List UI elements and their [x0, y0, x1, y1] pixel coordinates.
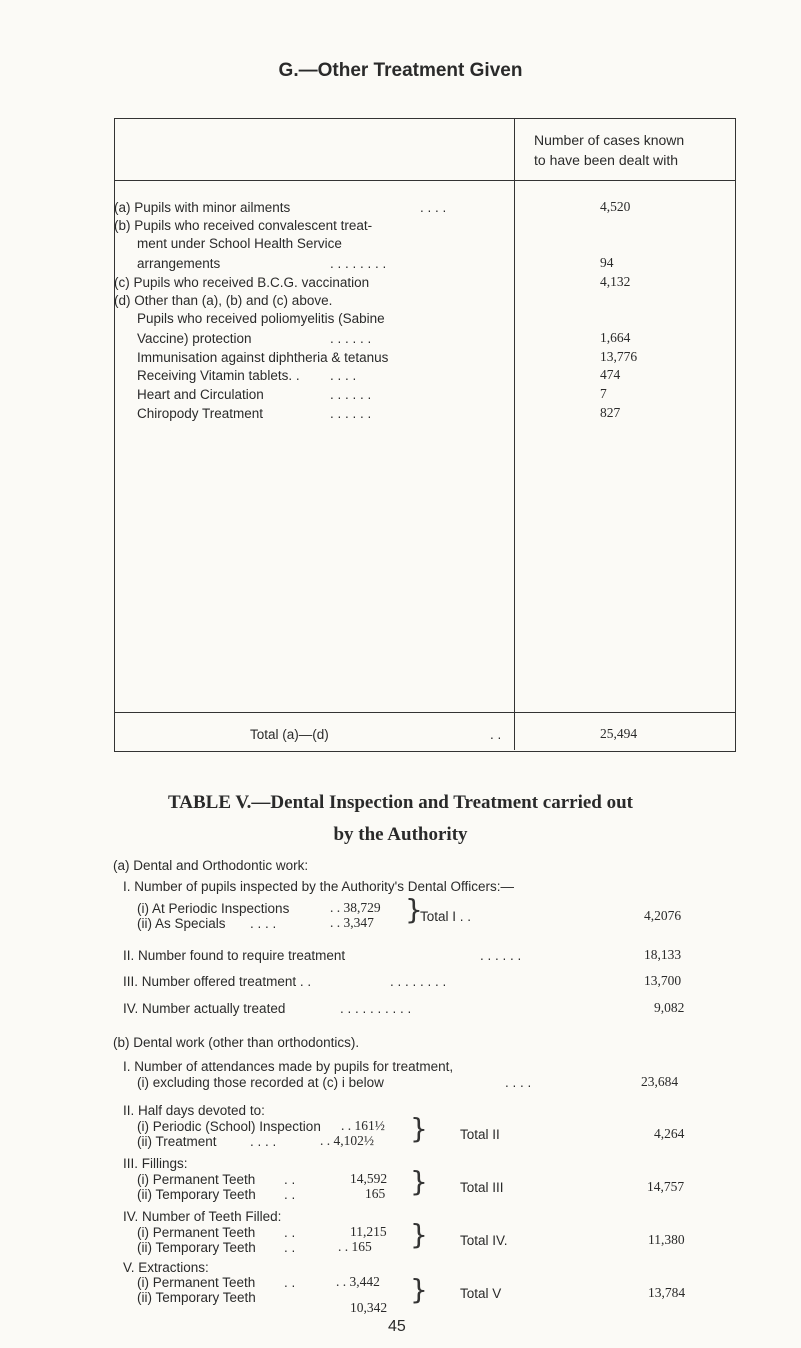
b-v-sub1-dots: . . [284, 1275, 296, 1291]
treatment-row-dots: . . . . [420, 200, 447, 215]
b-iv-sub1-dots: . . [284, 1225, 296, 1241]
a-i-sub2-value: . . 3,347 [330, 915, 374, 931]
treatment-row-value: 4,132 [600, 274, 631, 289]
treatment-row-dots: . . . . . . [330, 331, 372, 346]
b-iii-sub2-label: (ii) Temporary Teeth [137, 1186, 256, 1202]
treatment-row-label: (c) Pupils who received B.C.G. vaccination [114, 275, 370, 290]
column-header-line-2: to have been dealt with [534, 152, 678, 168]
section-g-title: G.—Other Treatment Given [278, 60, 523, 81]
total-label: Total (a)—(d) [250, 727, 329, 742]
treatment-row-dots: . . . . . . . . [330, 256, 387, 271]
b-iii-brace: } [410, 1164, 428, 1198]
a-i-sub1-value: . . 38,729 [330, 900, 381, 916]
b-iv-sub1-value: 11,215 [350, 1224, 387, 1240]
b-iv-sub2-value: . . 165 [338, 1238, 372, 1254]
b-iii-sub1-label: (i) Permanent Teeth [137, 1172, 256, 1188]
treatment-row-value: 827 [600, 405, 621, 420]
a-i-total-label: Total I . . [420, 908, 472, 924]
table-v-subtitle: by the Authority [333, 823, 468, 845]
treatment-row-label: (b) Pupils who received convalescent treat- [114, 218, 373, 233]
b-iv-sub2-label: (ii) Temporary Teeth [137, 1239, 256, 1255]
b-ii-sub2-dots: . . . . [250, 1133, 277, 1149]
treatment-table-divider [514, 118, 515, 750]
b-v-sub2-value: 10,342 [350, 1300, 388, 1315]
treatment-row-dots: . . . . . . [330, 406, 372, 421]
treatment-row-label: Pupils who received poliomyelitis (Sabine [137, 311, 385, 326]
treatment-row-value: 94 [600, 255, 614, 270]
treatment-row-value: 1,664 [600, 330, 631, 345]
b-i-line1: I. Number of attendances made by pupils for treatment, [123, 1059, 454, 1075]
b-iii-sub2-dots: . . [284, 1186, 296, 1202]
treatment-row-label: Heart and Circulation [137, 387, 264, 402]
b-iii-total-label: Total III [460, 1179, 504, 1195]
b-i-line2: (i) excluding those recorded at (c) i below [137, 1074, 384, 1090]
treatment-row-label: Vaccine) protection [137, 331, 252, 346]
a-heading: (a) Dental and Orthodontic work: [113, 858, 309, 874]
b-i-dots: . . . . [505, 1074, 532, 1090]
b-ii-total-label: Total II [460, 1126, 500, 1142]
total-dots: . . [490, 727, 502, 742]
treatment-row-dots: . . . . [330, 368, 357, 383]
treatment-row-value: 13,776 [600, 349, 638, 364]
a-iv-dots: . . . . . . . . . . [340, 1000, 412, 1016]
treatment-row-label: Receiving Vitamin tablets. . [137, 368, 300, 383]
b-ii-sub1-label: (i) Periodic (School) Inspection [137, 1119, 321, 1135]
b-ii-sub2-value: . . 4,102½ [320, 1133, 374, 1149]
treatment-row-label: Chiropody Treatment [137, 406, 264, 421]
b-iii-heading: III. Fillings: [123, 1155, 188, 1171]
a-i-sub1-label: (i) At Periodic Inspections [137, 901, 290, 917]
b-iii-sub2-value: 165 [365, 1185, 386, 1201]
page-number: 45 [388, 1318, 406, 1335]
b-v-heading: V. Extractions: [123, 1259, 209, 1275]
treatment-row-value: 474 [600, 367, 621, 382]
b-iv-brace: } [410, 1217, 428, 1251]
b-iv-sub1-label: (i) Permanent Teeth [137, 1225, 256, 1241]
b-v-total-value: 13,784 [648, 1285, 686, 1300]
a-iv-label: IV. Number actually treated [123, 1000, 286, 1016]
b-ii-sub2-label: (ii) Treatment [137, 1133, 217, 1149]
treatment-table-total-rule [114, 712, 736, 713]
treatment-row-label: ment under School Health Service [137, 236, 342, 251]
b-iii-sub1-dots: . . [284, 1172, 296, 1188]
b-v-sub1-label: (i) Permanent Teeth [137, 1275, 256, 1291]
b-iv-heading: IV. Number of Teeth Filled: [123, 1208, 282, 1224]
b-ii-sub1-value: . . 161½ [341, 1118, 385, 1134]
b-ii-total-value: 4,264 [654, 1125, 685, 1141]
b-iv-sub2-dots: . . [284, 1239, 296, 1255]
b-heading: (b) Dental work (other than orthodontics). [113, 1035, 360, 1051]
a-ii-value: 18,133 [644, 946, 682, 962]
b-v-sub1-value: . . 3,442 [336, 1274, 380, 1290]
b-iv-total-value: 11,380 [648, 1231, 685, 1247]
b-v-sub2-label: (ii) Temporary Teeth [137, 1290, 256, 1305]
b-v-brace: } [410, 1273, 428, 1306]
table-v-title: TABLE V.—Dental Inspection and Treatment carried out [168, 791, 633, 813]
treatment-row-label: (d) Other than (a), (b) and (c) above. [114, 293, 333, 308]
a-i-total-value: 4,2076 [644, 907, 682, 923]
a-i-sub2-dots: . . . . [250, 915, 277, 931]
treatment-row-label: arrangements [137, 256, 221, 271]
a-iv-value: 9,082 [654, 999, 685, 1015]
a-iii-dots: . . . . . . . . [390, 974, 447, 990]
treatment-table-header-rule [114, 180, 736, 181]
total-value: 25,494 [600, 726, 638, 741]
a-i-heading: I. Number of pupils inspected by the Authority's Dental Officers:— [123, 879, 515, 895]
b-ii-brace: } [410, 1111, 428, 1145]
b-iii-sub1-value: 14,592 [350, 1171, 388, 1187]
b-ii-heading: II. Half days devoted to: [123, 1102, 265, 1118]
a-i-sub2-label: (ii) As Specials [137, 915, 226, 931]
a-iii-label: III. Number offered treatment . . [123, 974, 312, 990]
treatment-row-dots: . . . . . . [330, 387, 372, 402]
b-v-total-label: Total V [460, 1286, 502, 1301]
b-vi-label [540, 1336, 565, 1337]
treatment-row-value: 4,520 [600, 199, 631, 214]
treatment-row-value: 7 [600, 386, 607, 401]
column-header-line-1: Number of cases known [534, 132, 685, 148]
b-iv-total-label: Total IV. [460, 1232, 508, 1248]
a-iii-value: 13,700 [644, 973, 682, 989]
b-iii-total-value: 14,757 [647, 1178, 685, 1194]
treatment-row-label: (a) Pupils with minor ailments [114, 200, 291, 215]
b-i-value: 23,684 [641, 1073, 679, 1089]
a-i-brace: } [405, 892, 423, 926]
treatment-row-label: Immunisation against diphtheria & tetanus [137, 350, 389, 365]
a-ii-label: II. Number found to require treatment [123, 947, 346, 963]
a-ii-dots: . . . . . . [480, 947, 522, 963]
